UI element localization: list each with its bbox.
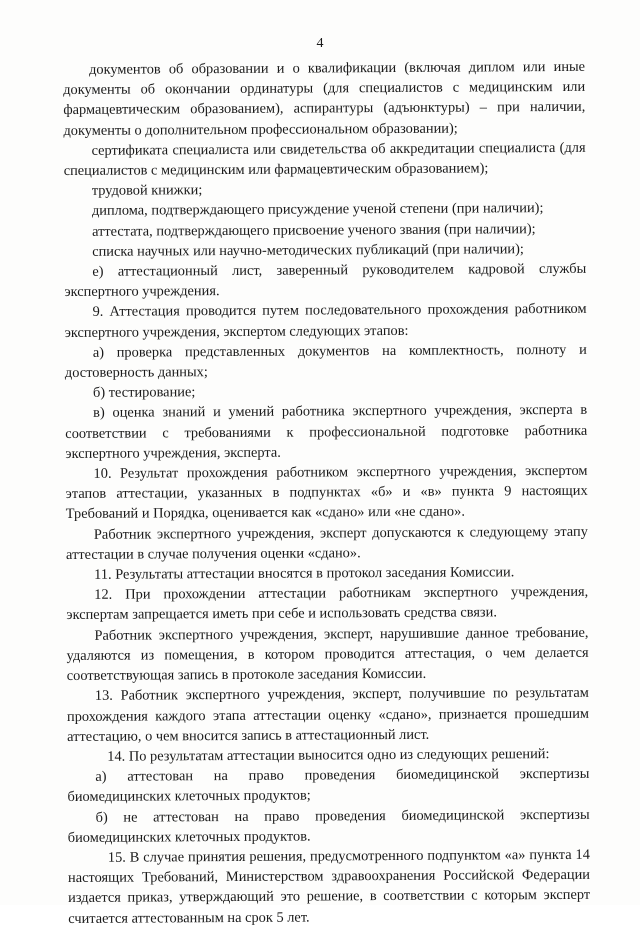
paragraph-title-certificate: аттестата, подтверждающего присвоение ученого звания (при наличии);: [91, 220, 536, 240]
paragraph-publications-list: списка научных или научно-методических публикаций (при наличии);: [92, 241, 524, 260]
paragraph-item-9: 9. Аттестация проводится путем последовательного прохождения работником экспертного учреждения, экспертом следующих этапов:: [64, 301, 587, 341]
paragraph-item-14: 14. По результатам аттестации выносится одно из следующих решений:: [107, 745, 550, 765]
paragraph-item-9c: в) оценка знаний и умений работника экспертного учреждения, эксперта в соответствии с требованиями к профессиональной подготовке работника экспертного учреждения, эксперта.: [65, 402, 588, 462]
paragraph-violation: Работник экспертного учреждения, эксперт, нарушившие данное требование, удаляются из помещения, в котором проводится аттестация, о чем делается соответствующая запись в протоколе заседания Комиссии.: [66, 624, 589, 685]
paragraph-item-14b: б) не аттестован на право проведения биомедицинской экспертизы биомедицинских клеточных продуктов.: [67, 806, 590, 846]
paragraph-item-10: 10. Результат прохождения работником экспертного учреждения, экспертом этапов аттестации, указанных в подпунктах «б» и «в» пункта 9 настоящих Требований и Порядка, оценивается как «сдано» или «не сдано».: [65, 462, 588, 523]
paragraph-work-book: трудовой книжки;: [91, 182, 203, 200]
document-body: [63, 57, 590, 929]
paragraph-documents-education: документов об образовании и о квалификации (включая диплом или иные документы об окончании ординатуры (для специалистов с медицинским или фармацевтическим образованием), аспирантуры (адъюнктуры) – при наличии, документы о дополнительном профессиональном образовании);: [63, 58, 586, 139]
paragraph-admission: Работник экспертного учреждения, эксперт допускаются к следующему этапу аттестации в случае получения оценки «сдано».: [65, 523, 588, 563]
paragraph-attestation-sheet: е) аттестационный лист, заверенный руководителем кадровой службы экспертного учреждения.: [64, 260, 587, 301]
paragraph-item-12: 12. При прохождении аттестации работникам экспертного учреждения, экспертам запрещается иметь при себе и использовать средства связи.: [66, 584, 589, 624]
paragraph-item-13: 13. Работник экспертного учреждения, эксперт, получившие по результатам прохождения каждого этапа аттестации оценку «сдано», признается прошедшим аттестацию, о чем вносится запись в аттестационный лист.: [66, 685, 590, 745]
paragraph-item-14a: а) аттестован на право проведения биомедицинской экспертизы биомедицинских клеточных продуктов;: [67, 765, 590, 806]
paragraph-degree-diploma: диплома, подтверждающего присуждение ученой степени (при наличии);: [91, 200, 544, 220]
paragraph-certificate: сертификата специалиста или свидетельства об аккредитации специалиста (для специалистов с медицинским или фармацевтическим образованием);: [63, 139, 586, 180]
page-number: 4: [316, 36, 324, 51]
paragraph-item-11: 11. Результаты аттестации вносятся в протокол заседания Комиссии.: [94, 564, 515, 583]
paragraph-item-15: 15. В случае принятия решения, предусмотренного подпунктом «а» пункта 14 настоящих Требований, Министерством здравоохранения Российской Федерации издается приказ, утверждающий это решение, в соответствии с которым эксперт считается аттестованным на срок 5 лет.: [67, 846, 591, 927]
paragraph-item-9a: а) проверка представленных документов на комплектность, полноту и достоверность данных;: [64, 341, 587, 382]
paragraph-item-9b: б) тестирование;: [92, 384, 196, 402]
